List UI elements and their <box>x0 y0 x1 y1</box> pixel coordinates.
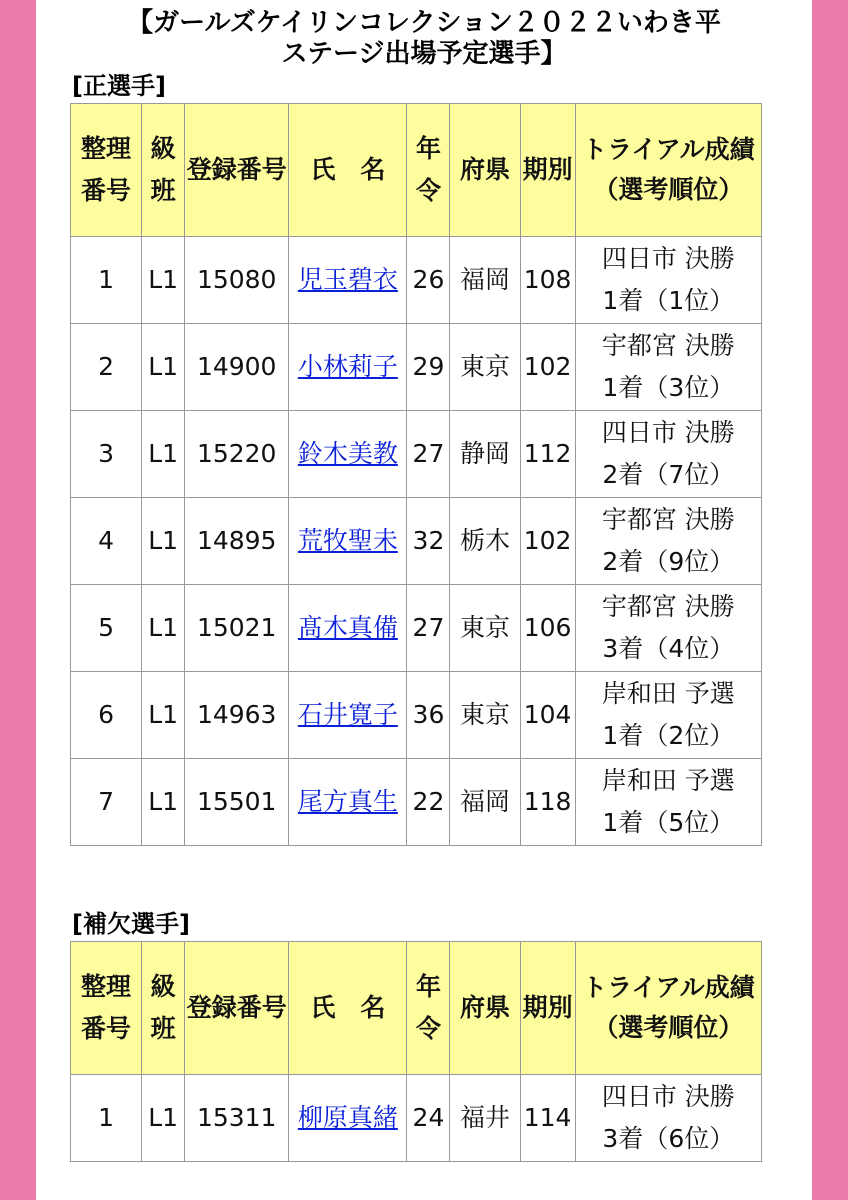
column-header: 級班 <box>142 942 185 1075</box>
cell-number: 1 <box>71 237 142 324</box>
cell-class: L1 <box>142 672 185 759</box>
page-title <box>36 8 812 70</box>
player-name-link[interactable]: 髙木真備 <box>297 613 398 642</box>
column-header: 級班 <box>142 104 185 237</box>
section-label-main: [正選手] <box>72 72 166 100</box>
cell-trial <box>575 411 761 498</box>
cell-number: 4 <box>71 498 142 585</box>
cell-term: 114 <box>520 1075 575 1162</box>
cell-term: 104 <box>520 672 575 759</box>
cell-registration: 14963 <box>185 672 289 759</box>
cell-trial <box>575 759 761 846</box>
cell-name <box>289 411 407 498</box>
player-name-link[interactable]: 柳原真緒 <box>297 1103 398 1132</box>
table-row <box>71 1075 762 1162</box>
cell-name <box>289 498 407 585</box>
cell-number: 1 <box>71 1075 142 1162</box>
trial-result: 1着（5位） <box>602 808 735 837</box>
cell-number: 3 <box>71 411 142 498</box>
column-header: トライアル成績（選考順位） <box>575 104 761 237</box>
trial-result: 3着（4位） <box>602 634 735 663</box>
reserve-players-table <box>70 941 762 1162</box>
cell-class: L1 <box>142 1075 185 1162</box>
trial-venue: 四日市 決勝 <box>601 418 735 447</box>
table-row <box>71 498 762 585</box>
column-header: 年令 <box>407 104 450 237</box>
cell-age: 27 <box>407 411 450 498</box>
cell-age: 32 <box>407 498 450 585</box>
table-row <box>71 585 762 672</box>
cell-trial <box>575 498 761 585</box>
trial-venue: 岸和田 予選 <box>601 679 735 708</box>
player-name-link[interactable]: 小林莉子 <box>297 352 398 381</box>
cell-trial <box>575 672 761 759</box>
cell-term: 102 <box>520 324 575 411</box>
cell-number: 2 <box>71 324 142 411</box>
player-name-link[interactable]: 尾方真生 <box>297 787 398 816</box>
cell-class: L1 <box>142 324 185 411</box>
column-header: 氏 名 <box>289 942 407 1075</box>
column-header: 期別 <box>520 942 575 1075</box>
cell-name <box>289 324 407 411</box>
cell-name <box>289 672 407 759</box>
cell-name <box>289 585 407 672</box>
cell-age: 26 <box>407 237 450 324</box>
cell-prefecture: 静岡 <box>450 411 520 498</box>
trial-venue: 宇都宮 決勝 <box>601 331 735 360</box>
cell-term: 102 <box>520 498 575 585</box>
trial-venue: 宇都宮 決勝 <box>601 505 735 534</box>
document-page <box>36 0 812 1200</box>
cell-prefecture: 東京 <box>450 324 520 411</box>
cell-number: 7 <box>71 759 142 846</box>
cell-age: 27 <box>407 585 450 672</box>
column-header: 府県 <box>450 104 520 237</box>
cell-age: 36 <box>407 672 450 759</box>
cell-number: 6 <box>71 672 142 759</box>
cell-term: 112 <box>520 411 575 498</box>
cell-registration: 15220 <box>185 411 289 498</box>
player-name-link[interactable]: 児玉碧衣 <box>297 265 398 294</box>
trial-result: 3着（6位） <box>602 1124 735 1153</box>
column-header: 整理番号 <box>71 942 142 1075</box>
cell-registration: 15501 <box>185 759 289 846</box>
trial-result: 1着（2位） <box>602 721 735 750</box>
trial-result: 2着（9位） <box>602 547 735 576</box>
cell-prefecture: 栃木 <box>450 498 520 585</box>
cell-age: 22 <box>407 759 450 846</box>
trial-result: 1着（3位） <box>602 373 735 402</box>
trial-venue: 四日市 決勝 <box>601 244 735 273</box>
cell-age: 29 <box>407 324 450 411</box>
cell-name <box>289 759 407 846</box>
table-header-row <box>71 104 762 237</box>
column-header: 期別 <box>520 104 575 237</box>
cell-class: L1 <box>142 585 185 672</box>
table-header-row <box>71 942 762 1075</box>
cell-registration: 15311 <box>185 1075 289 1162</box>
cell-prefecture: 東京 <box>450 672 520 759</box>
cell-name <box>289 1075 407 1162</box>
table-row <box>71 672 762 759</box>
cell-prefecture: 福井 <box>450 1075 520 1162</box>
trial-venue: 宇都宮 決勝 <box>601 592 735 621</box>
trial-venue: 四日市 決勝 <box>601 1082 735 1111</box>
player-name-link[interactable]: 石井寛子 <box>297 700 398 729</box>
cell-number: 5 <box>71 585 142 672</box>
column-header: 府県 <box>450 942 520 1075</box>
cell-term: 108 <box>520 237 575 324</box>
player-name-link[interactable]: 鈴木美教 <box>297 439 398 468</box>
column-header: 氏 名 <box>289 104 407 237</box>
trial-result: 1着（1位） <box>602 286 735 315</box>
cell-class: L1 <box>142 237 185 324</box>
cell-age: 24 <box>407 1075 450 1162</box>
cell-prefecture: 東京 <box>450 585 520 672</box>
cell-term: 118 <box>520 759 575 846</box>
table-row <box>71 759 762 846</box>
cell-term: 106 <box>520 585 575 672</box>
column-header: 登録番号 <box>185 104 289 237</box>
player-name-link[interactable]: 荒牧聖未 <box>297 526 398 555</box>
cell-class: L1 <box>142 759 185 846</box>
cell-class: L1 <box>142 498 185 585</box>
title-line-1: 【ガールズケイリンコレクション２０２２いわき平 <box>127 8 721 38</box>
cell-name <box>289 237 407 324</box>
table-row <box>71 324 762 411</box>
table-row <box>71 411 762 498</box>
cell-registration: 14900 <box>185 324 289 411</box>
cell-prefecture: 福岡 <box>450 237 520 324</box>
trial-result: 2着（7位） <box>602 460 735 489</box>
title-line-2: ステージ出場予定選手】 <box>281 39 567 69</box>
column-header: 整理番号 <box>71 104 142 237</box>
column-header: トライアル成績（選考順位） <box>575 942 761 1075</box>
column-header: 登録番号 <box>185 942 289 1075</box>
cell-registration: 15080 <box>185 237 289 324</box>
trial-venue: 岸和田 予選 <box>601 766 735 795</box>
cell-class: L1 <box>142 411 185 498</box>
cell-trial <box>575 237 761 324</box>
cell-prefecture: 福岡 <box>450 759 520 846</box>
cell-trial <box>575 585 761 672</box>
section-label-reserve: [補欠選手] <box>72 910 190 938</box>
table-row <box>71 237 762 324</box>
column-header: 年令 <box>407 942 450 1075</box>
cell-trial <box>575 1075 761 1162</box>
cell-trial <box>575 324 761 411</box>
main-players-table <box>70 103 762 846</box>
cell-registration: 15021 <box>185 585 289 672</box>
cell-registration: 14895 <box>185 498 289 585</box>
